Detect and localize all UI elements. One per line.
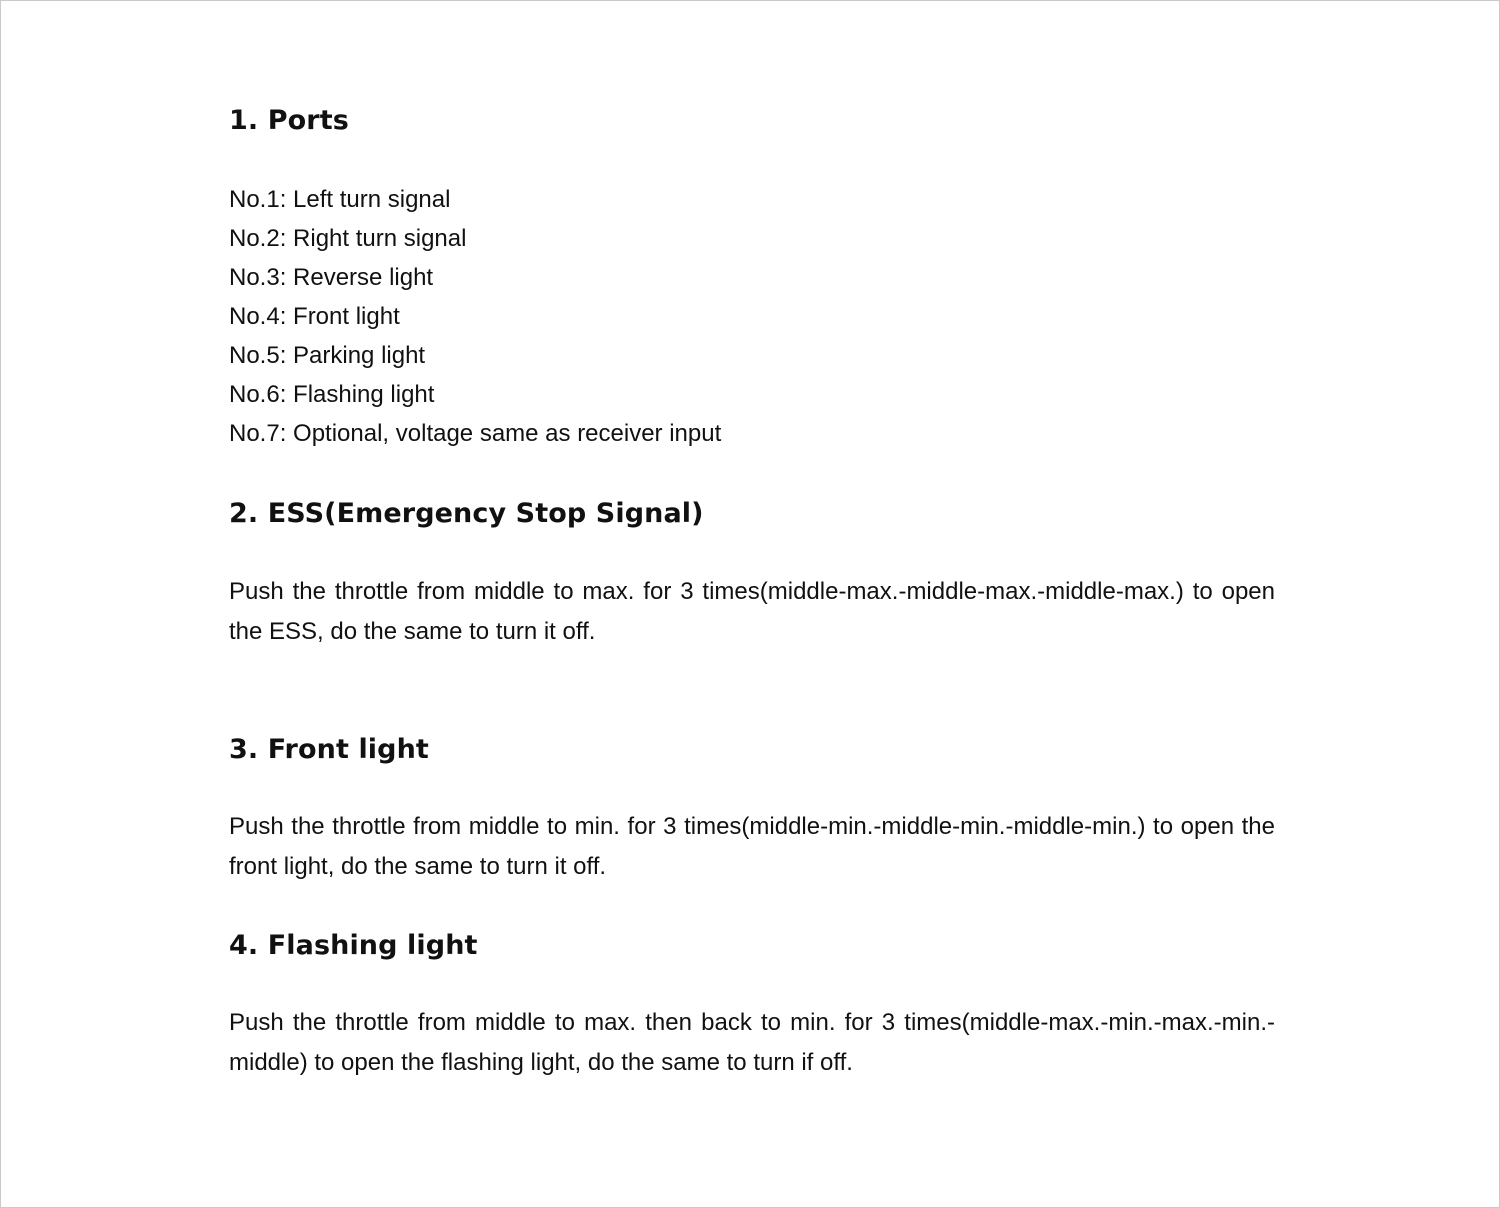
port-item-7: No.7: Optional, voltage same as receiver input <box>229 420 722 447</box>
ports-heading: 1. Ports <box>229 105 349 136</box>
port-item-2: No.2: Right turn signal <box>229 225 467 252</box>
port-item-6: No.6: Flashing light <box>229 381 435 408</box>
port-item-1: No.1: Left turn signal <box>229 186 451 213</box>
front-light-paragraph: Push the throttle from middle to min. for 3 times(middle-min.-middle-min.-middle-min.) to open the front light, do the same to turn it off. <box>229 813 1275 880</box>
ports-list <box>229 180 1275 453</box>
section-flashing-light <box>229 930 1275 1082</box>
section-ports <box>229 105 1275 453</box>
section-ess <box>229 498 1275 651</box>
section-front-light <box>229 734 1275 886</box>
port-item-4: No.4: Front light <box>229 303 400 330</box>
port-item-3: No.3: Reverse light <box>229 264 434 291</box>
front-light-heading: 3. Front light <box>229 734 429 765</box>
port-item-5: No.5: Parking light <box>229 342 426 369</box>
flashing-light-heading: 4. Flashing light <box>229 930 478 961</box>
ess-heading: 2. ESS(Emergency Stop Signal) <box>229 498 704 529</box>
flashing-light-paragraph: Push the throttle from middle to max. then back to min. for 3 times(middle-max.-min.-max.-min.-middle) to open the flashing light, do the same to turn if off. <box>229 1009 1275 1076</box>
ess-paragraph: Push the throttle from middle to max. for 3 times(middle-max.-middle-max.-middle-max.) to open the ESS, do the same to turn it off. <box>229 578 1275 645</box>
